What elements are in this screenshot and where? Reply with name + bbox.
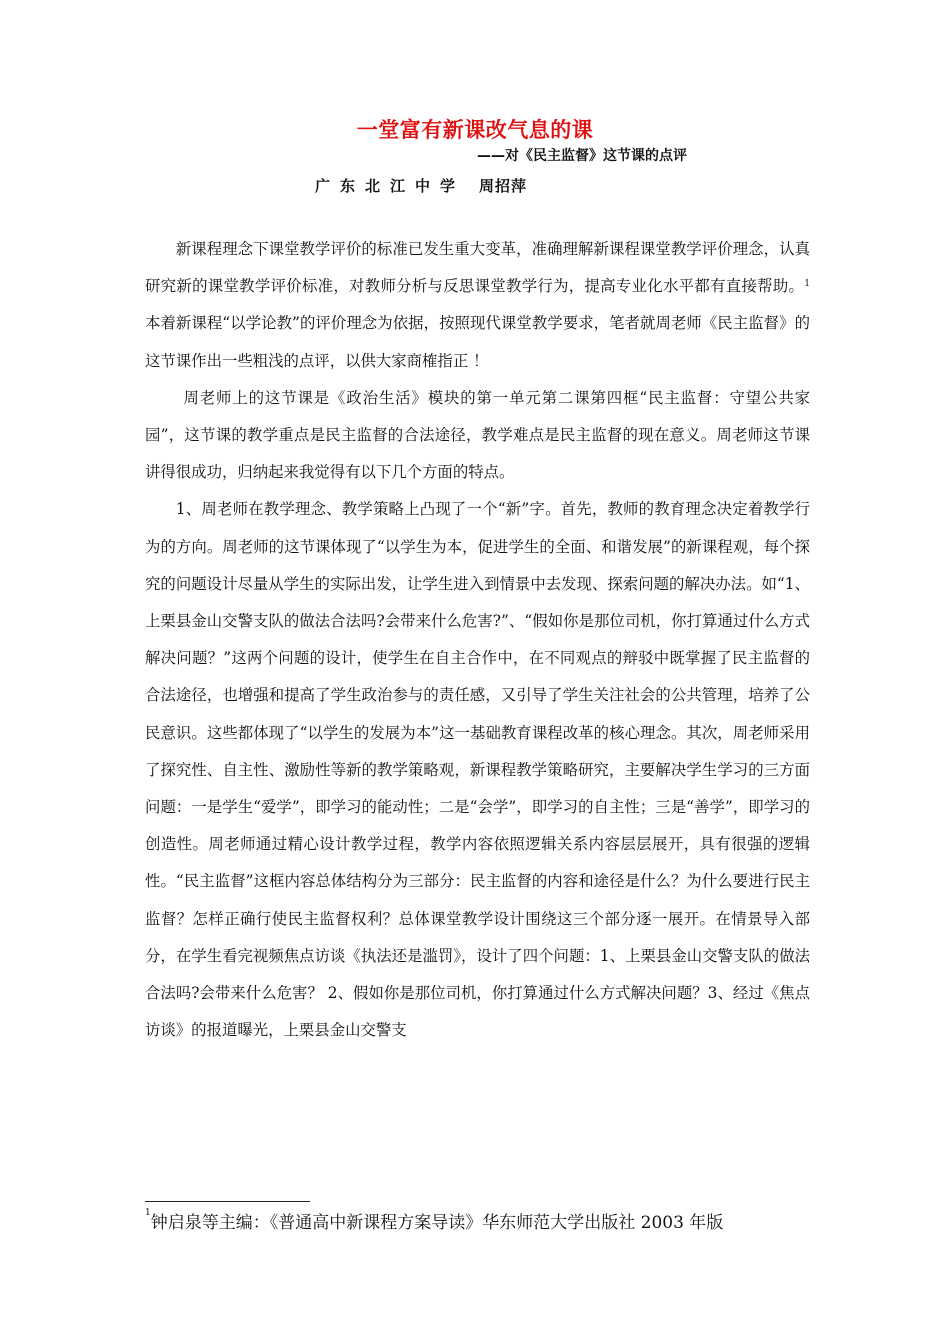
footnote (145, 1208, 723, 1233)
footnote-text: 钟启泉等主编：《普通高中新课程方案导读》华东师范大学出版社 2003 年版 (150, 1213, 724, 1233)
footnote-marker: 1 (145, 1208, 151, 1218)
document-subtitle: ——对《民主监督》这节课的点评 (477, 148, 687, 164)
footnote-separator (145, 1201, 310, 1202)
paragraph-intro-part1: 新课程理念下课堂教学评价的标准已发生重大变革，准确理解新课程课堂教学评价理念，认真研究新的课堂教学评价标准，对教师分析与反思课堂教学行为，提高专业化水平都有直接帮助。 (145, 240, 810, 296)
paragraph-feature-1: 1、周老师在教学理念、教学策略上凸现了一个“新”字。首先，教师的教育理念决定着教学行为的方向。周老师的这节课体现了“以学生为本，促进学生的全面、和谐发展”的新课程观，每个探究的问题设计尽量从学生的实际出发，让学生进入到情景中去发现、探索问题的解决办法。如“1、上栗县金山交警支队的做法合法吗?会带来什么危害?”、“假如你是那位司机，你打算通过什么方式解决问题？”这两个问题的设计，使学生在自主合作中，在不同观点的辩驳中既掌握了民主监督的合法途径，也增强和提高了学生政治参与的责任感，又引导了学生关注社会的公共管理，培养了公民意识。这些都体现了“以学生的发展为本”这一基础教育课程改革的核心理念。其次，周老师采用了探究性、自主性、激励性等新的教学策略观，新课程教学策略研究，主要解决学生学习的三方面问题：一是学生“爱学”，即学习的能动性；二是“会学”，即学习的自主性；三是“善学”，即学习的创造性。周老师通过精心设计教学过程，教学内容依照逻辑关系内容层层展开，具有很强的逻辑性。“民主监督”这框内容总体结构分为三部分：民主监督的内容和途径是什么？为什么要进行民主监督？怎样正确行使民主监督权利？总体课堂教学设计围绕这三个部分逐一展开。在情景导入部分，在学生看完视频焦点访谈《执法还是滥罚》，设计了四个问题：1、上栗县金山交警支队的做法合法吗?会带来什么危害？ 2、假如你是那位司机，你打算通过什么方式解决问题？3、经过《焦点访谈》的报道曝光，上栗县金山交警支 (145, 500, 810, 1040)
author-school: 广东北江中学 (315, 177, 466, 195)
footnote-reference[interactable]: 1 (804, 279, 810, 290)
document-title: 一堂富有新课改气息的课 (356, 118, 594, 142)
paragraph-intro (145, 231, 810, 380)
body-text (145, 231, 810, 1049)
author-line (315, 175, 527, 196)
paragraph-lesson-overview: 周老师上的这节课是《政治生活》模块的第一单元第二课第四框“民主监督：守望公共家园”，这节课的教学重点是民主监督的合法途径，教学难点是民主监督的现在意义。周老师这节课讲得很成功，归纳起来我觉得有以下几个方面的特点。 (145, 388, 810, 482)
author-name: 周招萍 (479, 177, 528, 195)
paragraph-intro-part2: 本着新课程“以学论教”的评价理念为依据，按照现代课堂教学要求，笔者就周老师《民主监督》的这节课作出一些粗浅的点评，以供大家商榷指正 ！ (145, 314, 810, 370)
